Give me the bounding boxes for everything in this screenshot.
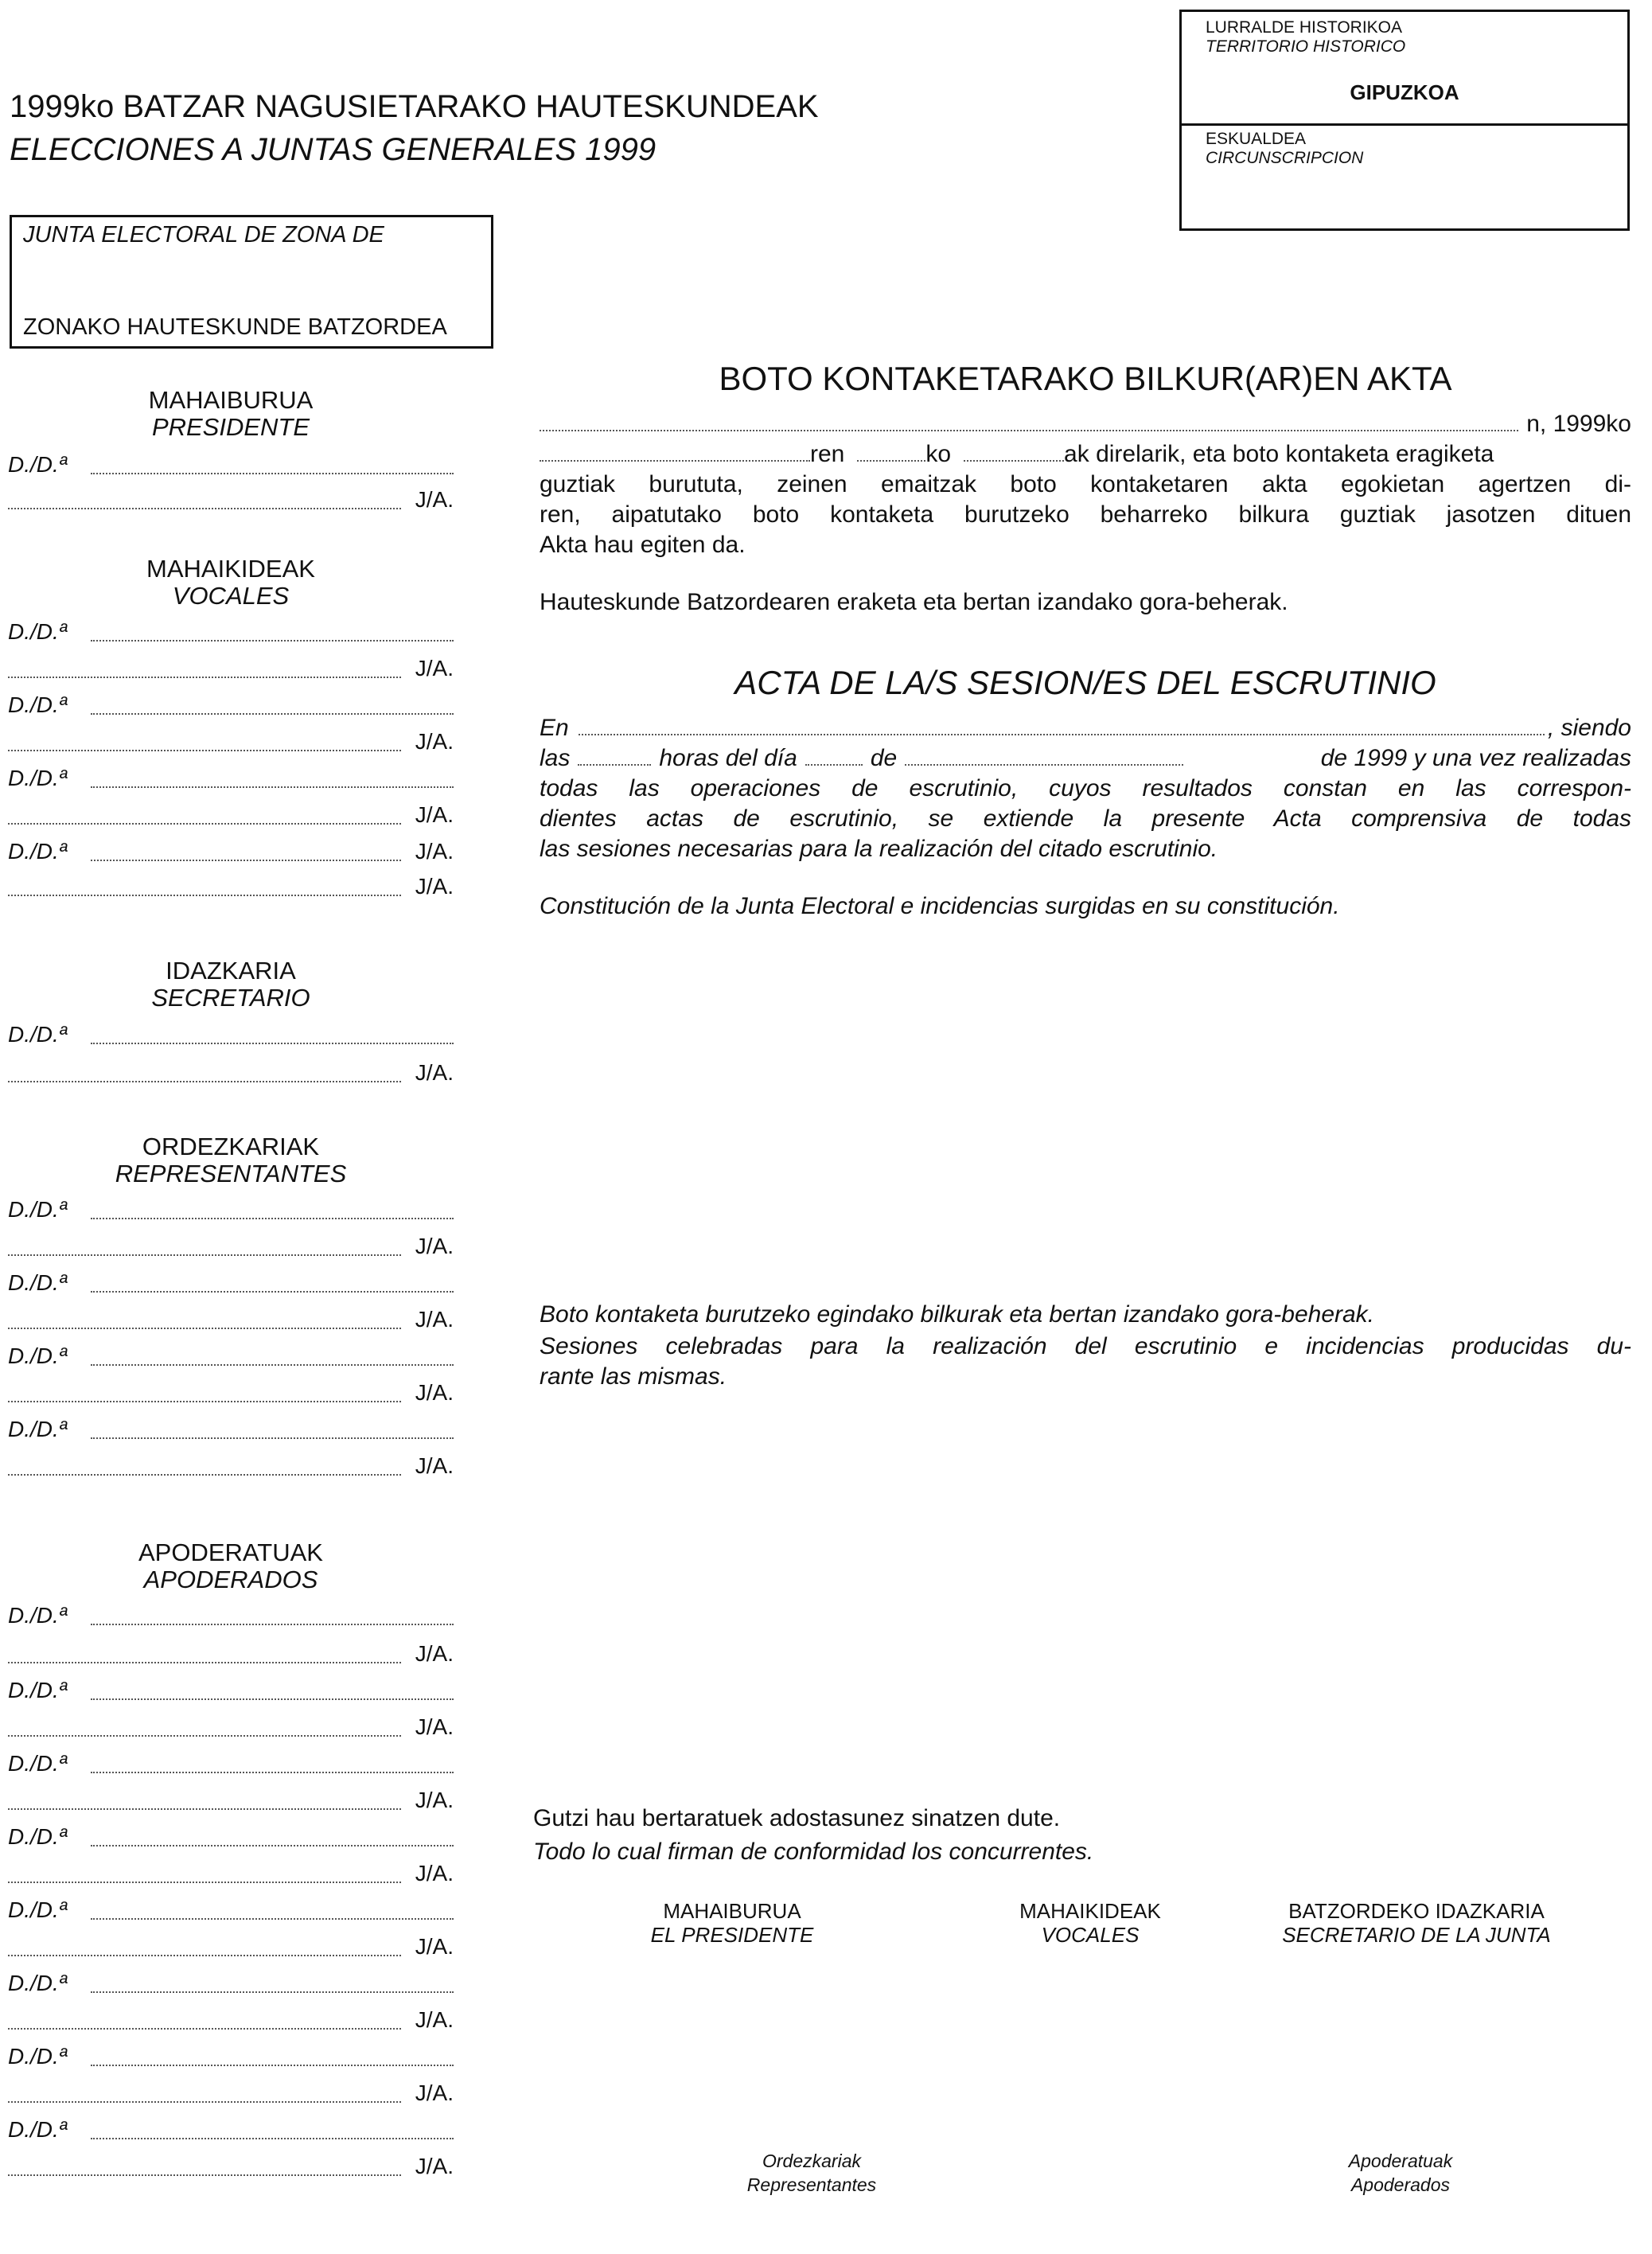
name-blank[interactable] <box>91 1437 454 1439</box>
signatory-line <box>8 694 454 719</box>
para-es-line3: todas las operaciones de escrutinio, cuyos resultados constan en las correspon- <box>540 775 1631 801</box>
para-eu-line4: ren, aipatutako boto kontaketa burutzeko beharreko bilkura guztiak jasotzen dituen <box>540 501 1631 528</box>
name-prefix: D./D.ª <box>8 1678 68 1702</box>
proxies-heading: APODERATUAK <box>138 1538 323 1566</box>
signatory-line <box>8 1789 454 1815</box>
district-label-es: CIRCUNSCRIPCION <box>1206 149 1364 167</box>
name-blank[interactable] <box>91 473 454 474</box>
place-date-blank[interactable] <box>540 411 1518 431</box>
signatory-line <box>8 1345 454 1371</box>
es-horas: horas del día <box>659 745 797 771</box>
name-blank[interactable] <box>8 1081 401 1082</box>
sig-vocales-es: VOCALES <box>1041 1923 1140 1947</box>
akta-paragraph-es <box>540 713 1631 864</box>
es-de1999: de 1999 y una vez realizadas <box>1320 745 1631 771</box>
para-es-line4: dientes actas de escrutinio, se extiende la presente Acta comprensiva de todas <box>540 805 1631 832</box>
es-de: de <box>870 745 898 771</box>
name-blank[interactable] <box>91 1845 454 1846</box>
es-hours-blank[interactable] <box>578 745 651 766</box>
es-place-blank[interactable] <box>579 715 1545 735</box>
es-las: las <box>540 745 571 771</box>
signatory-line <box>8 454 454 479</box>
territory-label-eu: LURRALDE HISTORIKOA <box>1206 18 1403 37</box>
para-es-line5: las sesiones necesarias para la realización del citado escrutinio. <box>540 836 1218 862</box>
name-prefix: D./D.ª <box>8 619 68 644</box>
name-blank[interactable] <box>8 1808 401 1810</box>
name-prefix: D./D.ª <box>8 2117 68 2142</box>
name-blank[interactable] <box>91 2138 454 2139</box>
word-ko: ko <box>925 441 952 467</box>
name-prefix: D./D.ª <box>8 1751 68 1776</box>
name-blank[interactable] <box>91 1218 454 1219</box>
name-blank[interactable] <box>8 1882 401 1883</box>
ja-suffix: J/A. <box>415 1307 454 1332</box>
ja-suffix: J/A. <box>415 2154 454 2178</box>
vocales-heading: MAHAIKIDEAK <box>146 555 315 583</box>
proxies-heading-es: APODERADOS <box>143 1566 318 1593</box>
ja-suffix: J/A. <box>415 1861 454 1885</box>
territory-divider <box>1182 123 1627 126</box>
line2-rest: ak direlarik, eta boto kontaketa eragiketa <box>1064 441 1494 467</box>
date-line-end: n, 1999ko <box>1526 411 1631 437</box>
ja-suffix: J/A. <box>415 839 454 864</box>
sig-secretary-es: SECRETARIO DE LA JUNTA <box>1282 1923 1551 1947</box>
signatory-line <box>8 489 454 514</box>
hour-blank[interactable] <box>964 441 1064 462</box>
sessions-es-2: rante las mismas. <box>540 1363 727 1390</box>
signatory-line <box>8 804 454 829</box>
name-blank[interactable] <box>91 713 454 715</box>
sig-vocales-eu: MAHAIKIDEAK <box>1019 1899 1161 1923</box>
ja-suffix: J/A. <box>415 802 454 827</box>
sig-secretary-eu: BATZORDEKO IDAZKARIA <box>1288 1899 1545 1923</box>
ja-suffix: J/A. <box>415 2080 454 2105</box>
ja-suffix: J/A. <box>415 656 454 680</box>
president-heading-es: PRESIDENTE <box>151 413 310 441</box>
es-siendo: , siendo <box>1547 715 1631 741</box>
signatory-line <box>8 1936 454 1961</box>
name-blank[interactable] <box>91 1918 454 1920</box>
sig-president-eu: MAHAIBURUA <box>663 1899 801 1923</box>
name-blank[interactable] <box>91 1364 454 1366</box>
signatory-line <box>8 1972 454 1998</box>
ja-suffix: J/A. <box>415 729 454 754</box>
name-prefix: D./D.ª <box>8 1343 68 1368</box>
name-prefix: D./D.ª <box>8 452 68 477</box>
name-blank[interactable] <box>8 1401 401 1402</box>
signatory-line <box>8 875 454 901</box>
title-basque: 1999ko BATZAR NAGUSIETARAKO HAUTESKUNDEAK <box>10 89 819 124</box>
signatory-line <box>8 767 454 793</box>
acta-title-es: ACTA DE LA/S SESION/ES DEL ESCRUTINIO <box>734 664 1436 701</box>
sig-representatives-es: Representantes <box>746 2174 877 2195</box>
territory-box <box>1179 10 1630 231</box>
name-blank[interactable] <box>91 860 401 861</box>
title-spanish: ELECCIONES A JUNTAS GENERALES 1999 <box>10 132 657 167</box>
sig-president-es: EL PRESIDENTE <box>650 1923 814 1947</box>
name-prefix: D./D.ª <box>8 1022 68 1047</box>
name-blank[interactable] <box>91 2065 454 2066</box>
name-prefix: D./D.ª <box>8 1417 68 1441</box>
name-blank[interactable] <box>91 786 454 788</box>
signatory-line <box>8 1862 454 1888</box>
representatives-heading-es: REPRESENTANTES <box>115 1160 347 1187</box>
zone-box <box>10 215 493 349</box>
name-blank[interactable] <box>8 2174 401 2176</box>
signatory-line <box>8 1382 454 1407</box>
ja-suffix: J/A. <box>415 874 454 899</box>
es-en: En <box>540 715 569 741</box>
name-prefix: D./D.ª <box>8 2044 68 2069</box>
month-blank[interactable] <box>857 441 925 462</box>
name-blank[interactable] <box>91 1043 454 1044</box>
name-blank[interactable] <box>8 895 401 896</box>
akta-title: BOTO KONTAKETARAKO BILKUR(AR)EN AKTA <box>719 360 1452 397</box>
ja-suffix: J/A. <box>415 1788 454 1812</box>
signatory-line <box>8 657 454 683</box>
name-blank[interactable] <box>8 1662 401 1663</box>
signatory-line <box>8 1899 454 1924</box>
word-ren: ren <box>810 441 845 467</box>
secretary-heading-es: SECRETARIO <box>151 984 310 1012</box>
ja-suffix: J/A. <box>415 1380 454 1405</box>
name-blank[interactable] <box>8 1955 401 1956</box>
signatory-line <box>8 1272 454 1297</box>
sig-proxies-eu: Apoderatuak <box>1348 2151 1453 2171</box>
signatory-line <box>8 1753 454 1778</box>
signatory-line <box>8 840 454 866</box>
sessions-es-1: Sesiones celebradas para la realización del escrutinio e incidencias producidas du- <box>540 1333 1631 1359</box>
signatory-line <box>8 1418 454 1444</box>
name-blank[interactable] <box>8 1328 401 1329</box>
signatory-line <box>8 1024 454 1049</box>
name-prefix: D./D.ª <box>8 1824 68 1849</box>
day-blank[interactable] <box>540 441 810 462</box>
ja-suffix: J/A. <box>415 2007 454 2032</box>
signatory-line <box>8 2045 454 2071</box>
name-prefix: D./D.ª <box>8 1971 68 1995</box>
name-prefix: D./D.ª <box>8 692 68 717</box>
name-blank[interactable] <box>8 750 401 751</box>
es-month-blank[interactable] <box>905 745 1183 766</box>
signatory-line <box>8 1643 454 1668</box>
constitution-eu: Hauteskunde Batzordearen eraketa eta bertan izandako gora-beherak. <box>540 589 1288 615</box>
para-eu-line3: guztiak burututa, zeinen emaitzak boto kontaketaren akta egokietan agertzen di- <box>540 471 1631 497</box>
district-label-eu: ESKUALDEA <box>1206 130 1307 148</box>
signatory-line <box>8 731 454 756</box>
signatory-line <box>8 1235 454 1261</box>
ja-suffix: J/A. <box>415 1453 454 1478</box>
signatory-line <box>8 2082 454 2108</box>
signatory-line <box>8 1605 454 1630</box>
signatory-line <box>8 2009 454 2034</box>
ja-suffix: J/A. <box>415 1714 454 1739</box>
constitution-es: Constitución de la Junta Electoral e incidencias surgidas en su constitución. <box>540 893 1340 919</box>
name-prefix: D./D.ª <box>8 766 68 790</box>
name-blank[interactable] <box>91 1772 454 1773</box>
vocales-heading-es: VOCALES <box>172 582 290 610</box>
es-day-blank[interactable] <box>805 745 863 766</box>
signatory-line <box>8 1716 454 1741</box>
name-prefix: D./D.ª <box>8 839 68 864</box>
sign-statement-eu: Gutzi hau bertaratuek adostasunez sinatzen dute. <box>533 1805 1061 1831</box>
signatory-line <box>8 1308 454 1334</box>
signatory-line <box>8 621 454 646</box>
sig-representatives-eu: Ordezkariak <box>762 2151 861 2171</box>
zone-label-eu: ZONAKO HAUTESKUNDE BATZORDEA <box>23 314 447 340</box>
secretary-heading: IDAZKARIA <box>166 957 296 985</box>
sessions-eu: Boto kontaketa burutzeko egindako bilkurak eta bertan izandako gora-beherak. <box>540 1301 1375 1328</box>
name-blank[interactable] <box>8 2028 401 2030</box>
ja-suffix: J/A. <box>415 1060 454 1085</box>
name-blank[interactable] <box>8 677 401 678</box>
name-blank[interactable] <box>8 2101 401 2103</box>
name-blank[interactable] <box>8 823 401 825</box>
name-blank[interactable] <box>91 1624 454 1625</box>
name-blank[interactable] <box>91 1291 454 1293</box>
name-blank[interactable] <box>8 1735 401 1737</box>
para-eu-line5: Akta hau egiten da. <box>540 532 746 558</box>
signatory-line <box>8 2119 454 2144</box>
ja-suffix: J/A. <box>415 1641 454 1666</box>
sig-proxies-es: Apoderados <box>1350 2174 1451 2195</box>
name-prefix: D./D.ª <box>8 1603 68 1628</box>
signatory-line <box>8 1062 454 1087</box>
name-prefix: D./D.ª <box>8 1197 68 1222</box>
territory-label-es: TERRITORIO HISTORICO <box>1206 37 1406 56</box>
representatives-heading: ORDEZKARIAK <box>142 1133 320 1160</box>
name-blank[interactable] <box>91 1991 454 1993</box>
signatory-line <box>8 1679 454 1705</box>
name-blank[interactable] <box>8 1474 401 1476</box>
name-blank[interactable] <box>8 1254 401 1256</box>
signatory-line <box>8 1455 454 1480</box>
signatory-line <box>8 1826 454 1851</box>
akta-paragraph-eu <box>540 409 1631 560</box>
territory-value: GIPUZKOA <box>1350 80 1459 104</box>
ja-suffix: J/A. <box>415 1934 454 1959</box>
ja-suffix: J/A. <box>415 1234 454 1258</box>
sign-statement-es: Todo lo cual firman de conformidad los concurrentes. <box>533 1839 1094 1865</box>
zone-label-es: JUNTA ELECTORAL DE ZONA DE <box>23 222 384 248</box>
president-heading: MAHAIBURUA <box>148 386 314 414</box>
signatory-line <box>8 1199 454 1224</box>
name-blank[interactable] <box>91 1698 454 1700</box>
name-prefix: D./D.ª <box>8 1897 68 1922</box>
signatory-line <box>8 2155 454 2181</box>
name-blank[interactable] <box>8 508 401 509</box>
name-prefix: D./D.ª <box>8 1270 68 1295</box>
name-blank[interactable] <box>91 640 454 641</box>
ja-suffix: J/A. <box>415 487 454 512</box>
